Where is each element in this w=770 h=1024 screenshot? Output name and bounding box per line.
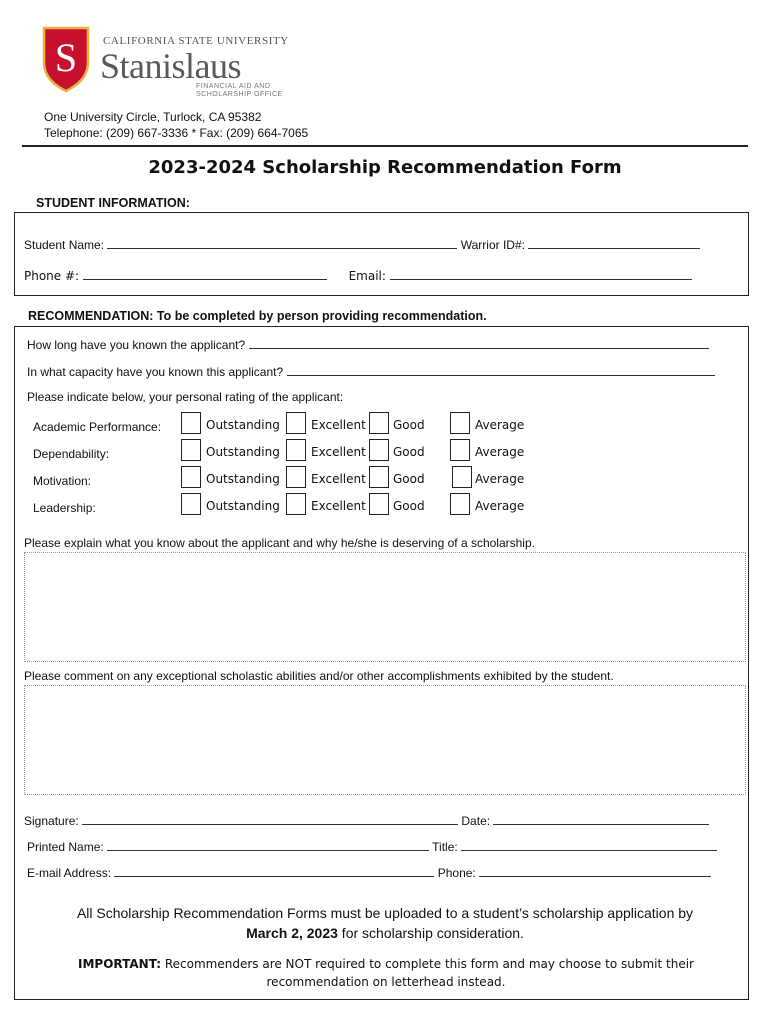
deadline-date: March 2, 2023 xyxy=(246,925,338,941)
how-long-row xyxy=(27,337,709,352)
rating-prompt: Please indicate below, your personal rating of the applicant: xyxy=(27,390,344,404)
option-label: Excellent xyxy=(311,472,366,486)
form-title: 2023-2024 Scholarship Recommendation Form xyxy=(148,157,622,178)
rec-phone-field[interactable] xyxy=(479,865,711,877)
option-label: Average xyxy=(475,418,525,432)
email-row xyxy=(27,865,711,880)
title-label: Title: xyxy=(432,840,458,854)
warrior-id-label: Warrior ID#: xyxy=(460,238,525,252)
capacity-label: In what capacity have you known this applicant? xyxy=(27,365,284,379)
important-label: IMPORTANT: xyxy=(78,957,162,971)
signature-label: Signature: xyxy=(24,814,79,828)
motivation-outstanding-checkbox[interactable] xyxy=(181,466,201,488)
dependability-average-checkbox[interactable] xyxy=(450,439,470,461)
date-label: Date: xyxy=(461,814,491,828)
motivation-average-checkbox[interactable] xyxy=(452,466,472,488)
student-email-field[interactable] xyxy=(390,268,692,280)
explain-prompt: Please explain what you know about the applicant and why he/she is deserving of a scholarship. xyxy=(24,536,535,550)
motivation-excellent-checkbox[interactable] xyxy=(286,466,306,488)
academic-good-checkbox[interactable] xyxy=(369,412,389,434)
signature-field[interactable] xyxy=(82,813,458,825)
academic-excellent-checkbox[interactable] xyxy=(286,412,306,434)
rating-row-label: Dependability: xyxy=(33,447,110,461)
option-label: Outstanding xyxy=(206,445,280,459)
how-long-label: How long have you known the applicant? xyxy=(27,338,246,352)
academic-average-checkbox[interactable] xyxy=(450,412,470,434)
option-label: Good xyxy=(393,445,425,459)
rec-email-label: E-mail Address: xyxy=(27,866,112,880)
rating-row-label: Academic Performance: xyxy=(33,420,162,434)
student-info-box xyxy=(14,212,749,296)
leadership-excellent-checkbox[interactable] xyxy=(286,493,306,515)
student-name-row xyxy=(24,237,700,252)
signature-row xyxy=(24,813,709,828)
warrior-id-field[interactable] xyxy=(528,237,700,249)
date-field[interactable] xyxy=(493,813,709,825)
student-name-label: Student Name: xyxy=(24,238,105,252)
office-address: One University Circle, Turlock, CA 95382 xyxy=(44,110,262,124)
university-logo-shield xyxy=(40,24,92,94)
university-system-name: CALIFORNIA STATE UNIVERSITY xyxy=(103,35,289,47)
leadership-good-checkbox[interactable] xyxy=(369,493,389,515)
header-divider xyxy=(22,145,748,147)
student-email-label: Email: xyxy=(348,269,386,283)
deadline-rest: for scholarship consideration. xyxy=(337,925,524,941)
option-label: Excellent xyxy=(311,418,366,432)
rating-row-label: Leadership: xyxy=(33,501,96,515)
option-label: Good xyxy=(393,499,425,513)
printed-name-label: Printed Name: xyxy=(27,840,104,854)
logo-letter: S xyxy=(54,35,78,80)
option-label: Outstanding xyxy=(206,499,280,513)
option-label: Excellent xyxy=(311,499,366,513)
office-name: FINANCIAL AID AND SCHOLARSHIP OFFICE xyxy=(196,83,283,98)
important-note xyxy=(30,955,742,991)
comment-prompt: Please comment on any exceptional scholastic abilities and/or other accomplishments exhibited by the student. xyxy=(24,669,614,683)
option-label: Excellent xyxy=(311,445,366,459)
option-label: Average xyxy=(475,499,525,513)
campus-name: Stanislaus xyxy=(100,46,242,86)
option-label: Outstanding xyxy=(206,418,280,432)
leadership-outstanding-checkbox[interactable] xyxy=(181,493,201,515)
how-long-field[interactable] xyxy=(249,337,709,349)
capacity-field[interactable] xyxy=(287,364,715,376)
student-info-heading: STUDENT INFORMATION: xyxy=(36,196,190,210)
academic-outstanding-checkbox[interactable] xyxy=(181,412,201,434)
recommendation-heading: RECOMMENDATION: To be completed by person providing recommendation. xyxy=(28,309,487,323)
capacity-row xyxy=(27,364,715,379)
comment-textarea[interactable] xyxy=(24,685,746,795)
rec-phone-label: Phone: xyxy=(437,866,476,880)
title-field[interactable] xyxy=(461,839,717,851)
leadership-average-checkbox[interactable] xyxy=(450,493,470,515)
office-phone-fax: Telephone: (209) 667-3336 * Fax: (209) 664-7065 xyxy=(44,126,309,140)
student-phone-field[interactable] xyxy=(83,268,327,280)
dependability-good-checkbox[interactable] xyxy=(369,439,389,461)
rec-email-field[interactable] xyxy=(114,865,434,877)
option-label: Average xyxy=(475,472,525,486)
motivation-good-checkbox[interactable] xyxy=(369,466,389,488)
dependability-excellent-checkbox[interactable] xyxy=(286,439,306,461)
explain-textarea[interactable] xyxy=(24,552,746,662)
student-phone-label: Phone #: xyxy=(24,269,80,283)
rating-row-label: Motivation: xyxy=(33,474,92,488)
option-label: Outstanding xyxy=(206,472,280,486)
option-label: Good xyxy=(393,418,425,432)
upload-instruction: All Scholarship Recommendation Forms must be uploaded to a student’s scholarship application by xyxy=(76,905,694,921)
important-text: Recommenders are NOT required to complete this form and may choose to submit their recommendation on letterhead instead. xyxy=(161,957,694,989)
option-label: Average xyxy=(475,445,525,459)
printed-name-row xyxy=(27,839,717,854)
deadline-line xyxy=(0,925,770,941)
student-name-field[interactable] xyxy=(107,237,457,249)
student-phone-row xyxy=(24,268,692,283)
printed-name-field[interactable] xyxy=(107,839,429,851)
dependability-outstanding-checkbox[interactable] xyxy=(181,439,201,461)
option-label: Good xyxy=(393,472,425,486)
